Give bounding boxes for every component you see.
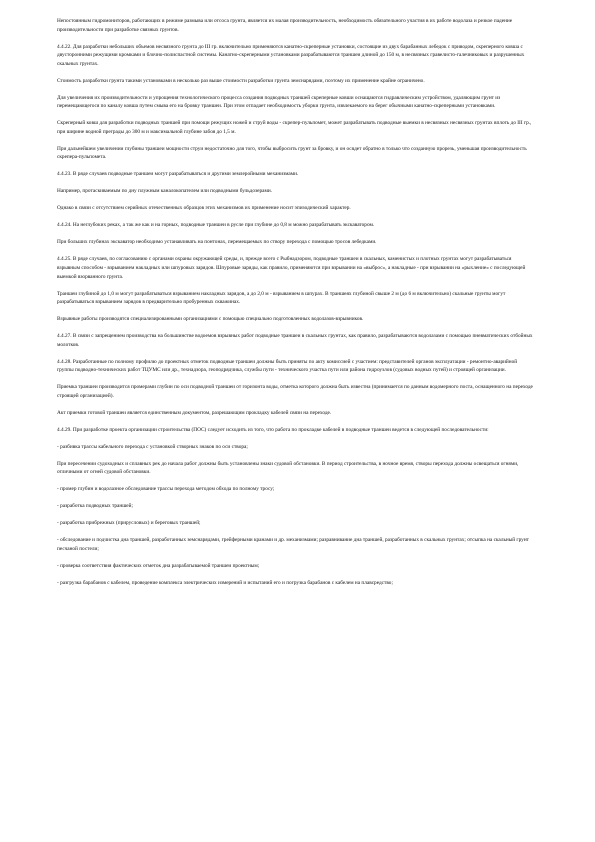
paragraph: Например, протаскиваемым по дну плужным каналокопателем или подводными бульдозерами. — [57, 188, 272, 195]
paragraph: 4.4.24. На неглубоких реках, а так же как и на горных, подводные траншеи в русле при глубине до 0,8 м можно разрабатывать экскаватором. — [57, 222, 375, 229]
paragraph: При дальнейшем увеличении глубины траншеи мощности струи недостаточно для того, чтобы выбросить грунт за бровку, и он осядет обратно в только что созданную прорезь, уменьшая производительность скрепера-пульпомета. — [57, 145, 527, 161]
paragraph: 4.4.29. При разработке проекта организации строительства (ПОС) следует исходить из того, что работа по прокладке кабелей в подводные траншеи ведется в следующей последовательности: — [57, 426, 489, 433]
paragraph: 4.4.25. В ряде случаев, по согласованию с органами охраны окружающей среды, и, прежде всего с Рыбнадзором, подводные траншеи в скальных, каменистых и плотных грунтах могут разрабатываться взрывным способом - взрыванием накладных или шпуровых зарядов. Шпуровые заряды, как правило, применяются при взрывании на «выброс», а накладные - при взрывании на «рыхление» с последующей выемкой взорванного грунта. — [57, 256, 526, 280]
paragraph: 4.4.28. Разработанные по полному профилю до проектных отметок подводные траншеи должны быть приняты по акту комиссией с участием: представителей органов эксплуатации - ремонтно-аварийной группы подводно-технических работ ТЦУМС или др., технадзора, геоподрядчика, службы пути - технического участка пути или района гидроузлов (судовых водных путей) и строящей организации. — [57, 358, 518, 374]
paragraph: Однако в связи с отсутствием серийных отечественных образцов этих механизмов их применение носит эпизодический характер. — [57, 205, 351, 212]
paragraph: Для увеличения их производительности и упрощения технологического процесса создания подводных траншей скреперные ковши оснащаются гидравлическим устройством, удаляющим грунт из перемещающегося по каналу ковша путем смыва его на бровку траншеи. При этом отпадает необходимость уборки грунта, извлекаемого на берег обычными канатно-скреперными установками. — [57, 94, 501, 110]
list-item: - разгрузка барабанов с кабелем, проведение комплекса электрических измерений и испытаний его и погрузка барабанов с кабелем на плавсредство; — [57, 579, 393, 586]
paragraph: Взрывные работы производятся специализированными организациями с помощью специально подготовленных водолазов-взрывников. — [57, 316, 364, 323]
paragraph: Стоимость разработки грунта такими установками в несколько раз выше стоимости разработки грунта земснарядами, поэтому их применение крайне ограничено. — [57, 77, 425, 84]
paragraph: Непостоянным гидромониторов, работающих в режиме размыва или отсоса грунта, является их малая производительность, необходимость обязательного участия в их работе водолаза и резкое падение производительности при разработке связных грунтов. — [57, 18, 513, 33]
paragraph: При больших глубинах экскаватор необходимо устанавливать на понтонах, перемещаемых по створу перехода с помощью тросов лебедками. — [57, 239, 377, 246]
list-item: - проверка соответствия фактических отметок дна разрабатываемой траншеи проектным; — [57, 562, 260, 569]
paragraph: При пересечении судоходных и сплавных рек до начала работ должны быть установлены знаки судовой обстановки. В период строительства, в ночное время, створы перехода должны освещаться огнями, отличными от огней судовой обстановки. — [57, 460, 519, 476]
paragraph: Траншеи глубиной до 1,0 м могут разрабатываться взрыванием накладных зарядов, а до 2,0 м - взрыванием в шпурах. В траншеях глубиной свыше 2 м (до 6 м включительно) скальные грунты могут разрабатываться взрыванием зарядов в предварительно пробуренных скважинах. — [57, 290, 506, 306]
paragraph: Акт приемки готовой траншеи является единственным документом, разрешающим прокладку кабелей связи на переходе. — [57, 409, 332, 416]
paragraph: Приемка траншеи производится промерами глубин по оси подводной траншеи от горизонта воды, отметка которого должна быть известна (принимается по данным водомерного поста, оснащенного на переходе строящей организацией). — [57, 384, 533, 399]
list-item: - промер глубин и водолазное обследование трассы перехода методом обхода по полному тросу; — [57, 486, 275, 493]
list-item: - разработка подводных траншей; — [57, 503, 133, 510]
paragraph: Скреперный ковш для разработки подводных траншей при помощи режущих ножей и струй воды - скрепер-пульпомет, может разрабатывать подводные выемки в несвязных несвязных грунтах вплоть до III гр., при ширине водной преграды до 300 м и максимальной глубине забоя до 1,5 м. — [57, 120, 532, 135]
paragraph: 4.4.27. В связи с запрещением производства на большинстве водоемов взрывных работ подводные траншеи в скальных грунтах, как правило, разрабатываются водолазами с помощью пневматических отбойных молотков. — [57, 333, 533, 348]
list-item: - разбивка трассы кабельного перехода с установкой створных знаков по оси створа; — [57, 443, 248, 450]
list-item: - обследование и подчистка дна траншей, разработанных земснарядами, грейферными кранами и др. механизмами; разравнивание дна траншей, разработанных в скальных грунтах; отсыпка на скальный грунт песчаной постели; — [57, 537, 529, 552]
paragraph: 4.4.22. Для разработки небольших объемов несвязного грунта до III гр. включительно применяются канатно-скреперные установки, состоящие из двух барабанных лебедок с приводом, скреперного ковша с двусторонними режущими кромками и блочно-полиспастной системы. Канатно-скреперными установками разрабатываются траншеи длиной до 150 м, в несвязных гравелисто-галечниковых и разрушенных скальных грунтах. — [57, 43, 525, 67]
paragraph: 4.4.23. В ряде случаев подводные траншеи могут разрабатываться и другими землеройными механизмами. — [57, 171, 299, 178]
list-item: - разработка прибрежных (прирусловых) и береговых траншей; — [57, 520, 201, 527]
